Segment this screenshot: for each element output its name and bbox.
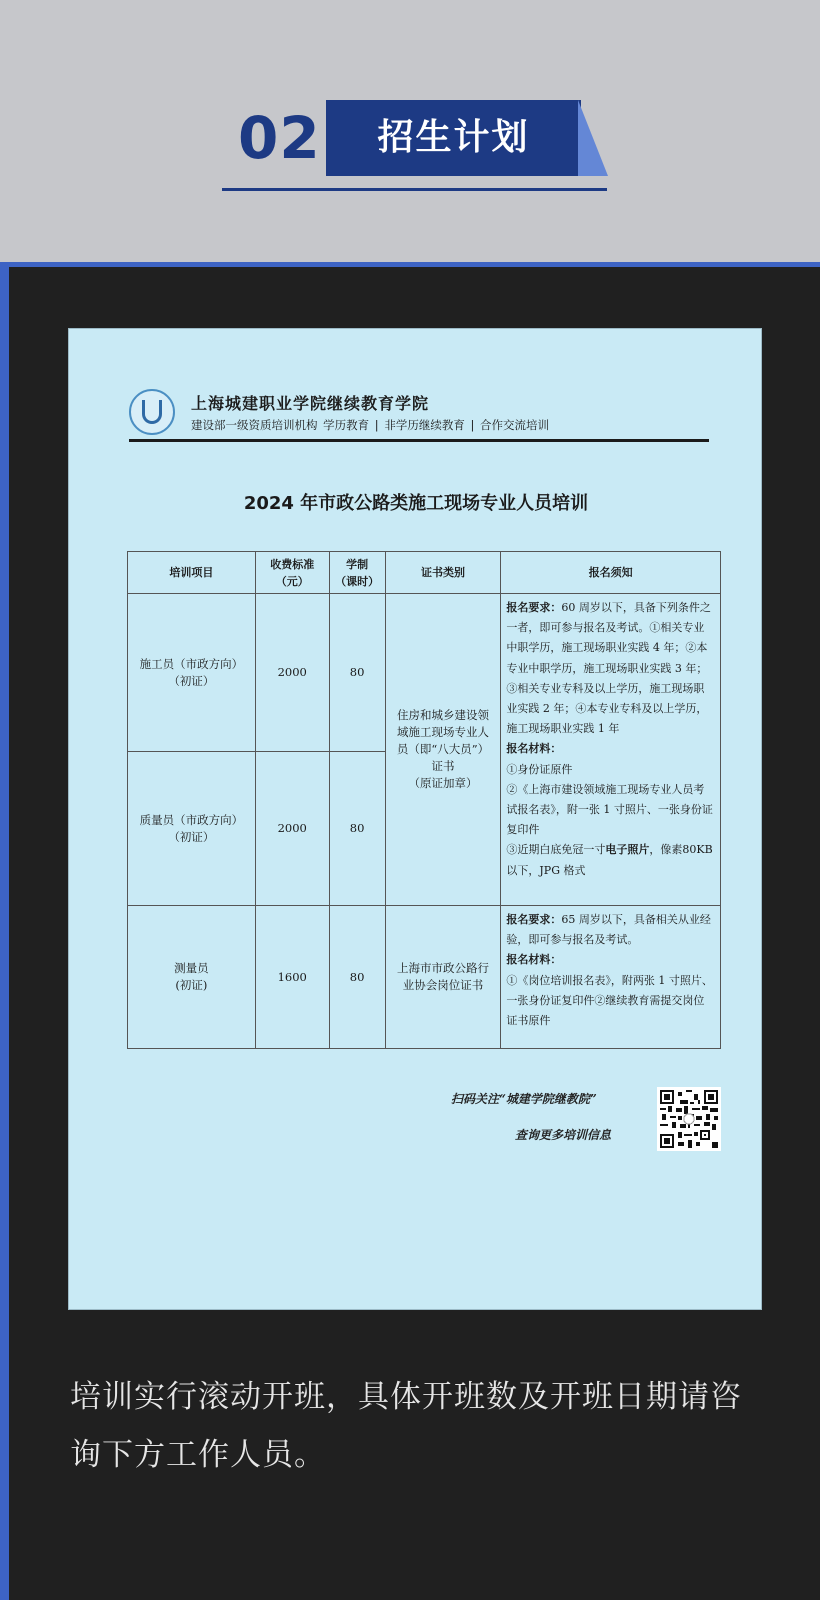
table-header-row xyxy=(128,552,721,594)
header-fee: 收费标准 （元） xyxy=(255,552,329,594)
scan-info: 查询更多培训信息 xyxy=(515,1128,612,1142)
institution-name: 上海城建职业学院继续教育学院 xyxy=(191,394,430,413)
table-row xyxy=(128,906,721,1049)
enrollment-document xyxy=(68,328,762,1310)
row-fee: 2000 xyxy=(255,752,329,906)
blue-divider xyxy=(0,262,820,267)
header-hours: 学制 （课时） xyxy=(329,552,385,594)
header-cert: 证书类别 xyxy=(385,552,501,594)
row-item: 施工员（市政方向） （初证） xyxy=(128,594,256,752)
document-title: 2024 年市政公路类施工现场专业人员培训 xyxy=(243,493,589,514)
bottom-note: 培训实行滚动开班，具体开班数及开班日期请咨询下方工作人员。 xyxy=(70,1379,742,1473)
institution-subtitle: 建设部一级资质培训机构 学历教育 | 非学历继续教育 | 合作交流培训 xyxy=(191,418,550,432)
row-fee: 2000 xyxy=(255,594,329,752)
row-notes: 报名要求：60 周岁以下，具备下列条件之一者，即可参与报名及考试。①相关专业中职学历，施工现场职业实践 4 年；②本专业中职学历，施工现场职业实践 3 年；③相关专业专科及以上学历，施工现场职业实践 2 年；④本专业专科及以上学历，施工现场职业实践 1 年 报名材料： ①身份证原件 ②《上海市建设领域施工现场专业人员考试报名表》，附一张 1 寸照片、一张身份证复印件 ③近期白底免冠一寸电子照片，像素80KB 以下，JPG 格式 xyxy=(501,594,721,906)
row-item: 测量员 (初证) xyxy=(128,906,256,1049)
section-title: 招生计划 xyxy=(377,117,530,158)
header-item: 培训项目 xyxy=(128,552,256,594)
row-hours: 80 xyxy=(329,906,385,1049)
row-hours: 80 xyxy=(329,594,385,752)
row-cert: 上海市市政公路行 业协会岗位证书 xyxy=(385,906,501,1049)
header-rule xyxy=(129,439,709,442)
table-row xyxy=(128,594,721,752)
section-tag-tail xyxy=(578,100,608,176)
header-section xyxy=(0,0,820,266)
institution-logo xyxy=(129,389,175,435)
training-table xyxy=(127,551,721,1049)
qr-code-icon[interactable] xyxy=(657,1087,721,1151)
row-item: 质量员（市政方向） （初证） xyxy=(128,752,256,906)
header-notes: 报名须知 xyxy=(501,552,721,594)
section-underline xyxy=(222,188,607,191)
row-hours: 80 xyxy=(329,752,385,906)
blue-side-bar xyxy=(0,262,9,1600)
row-notes: 报名要求：65 周岁以下，具备相关从业经验，即可参与报名及考试。 报名材料： ①《岗位培训报名表》，附两张 1 寸照片、一张身份证复印件②继续教育需提交岗位证书原件 xyxy=(501,906,721,1049)
scan-prompt: 扫码关注“城建学院继教院” xyxy=(451,1092,597,1106)
row-cert: 住房和城乡建设领 域施工现场专业人 员（即“八大员”） 证书 （原证加章） xyxy=(385,594,501,906)
row-fee: 1600 xyxy=(255,906,329,1049)
section-number: 02 xyxy=(238,104,321,172)
